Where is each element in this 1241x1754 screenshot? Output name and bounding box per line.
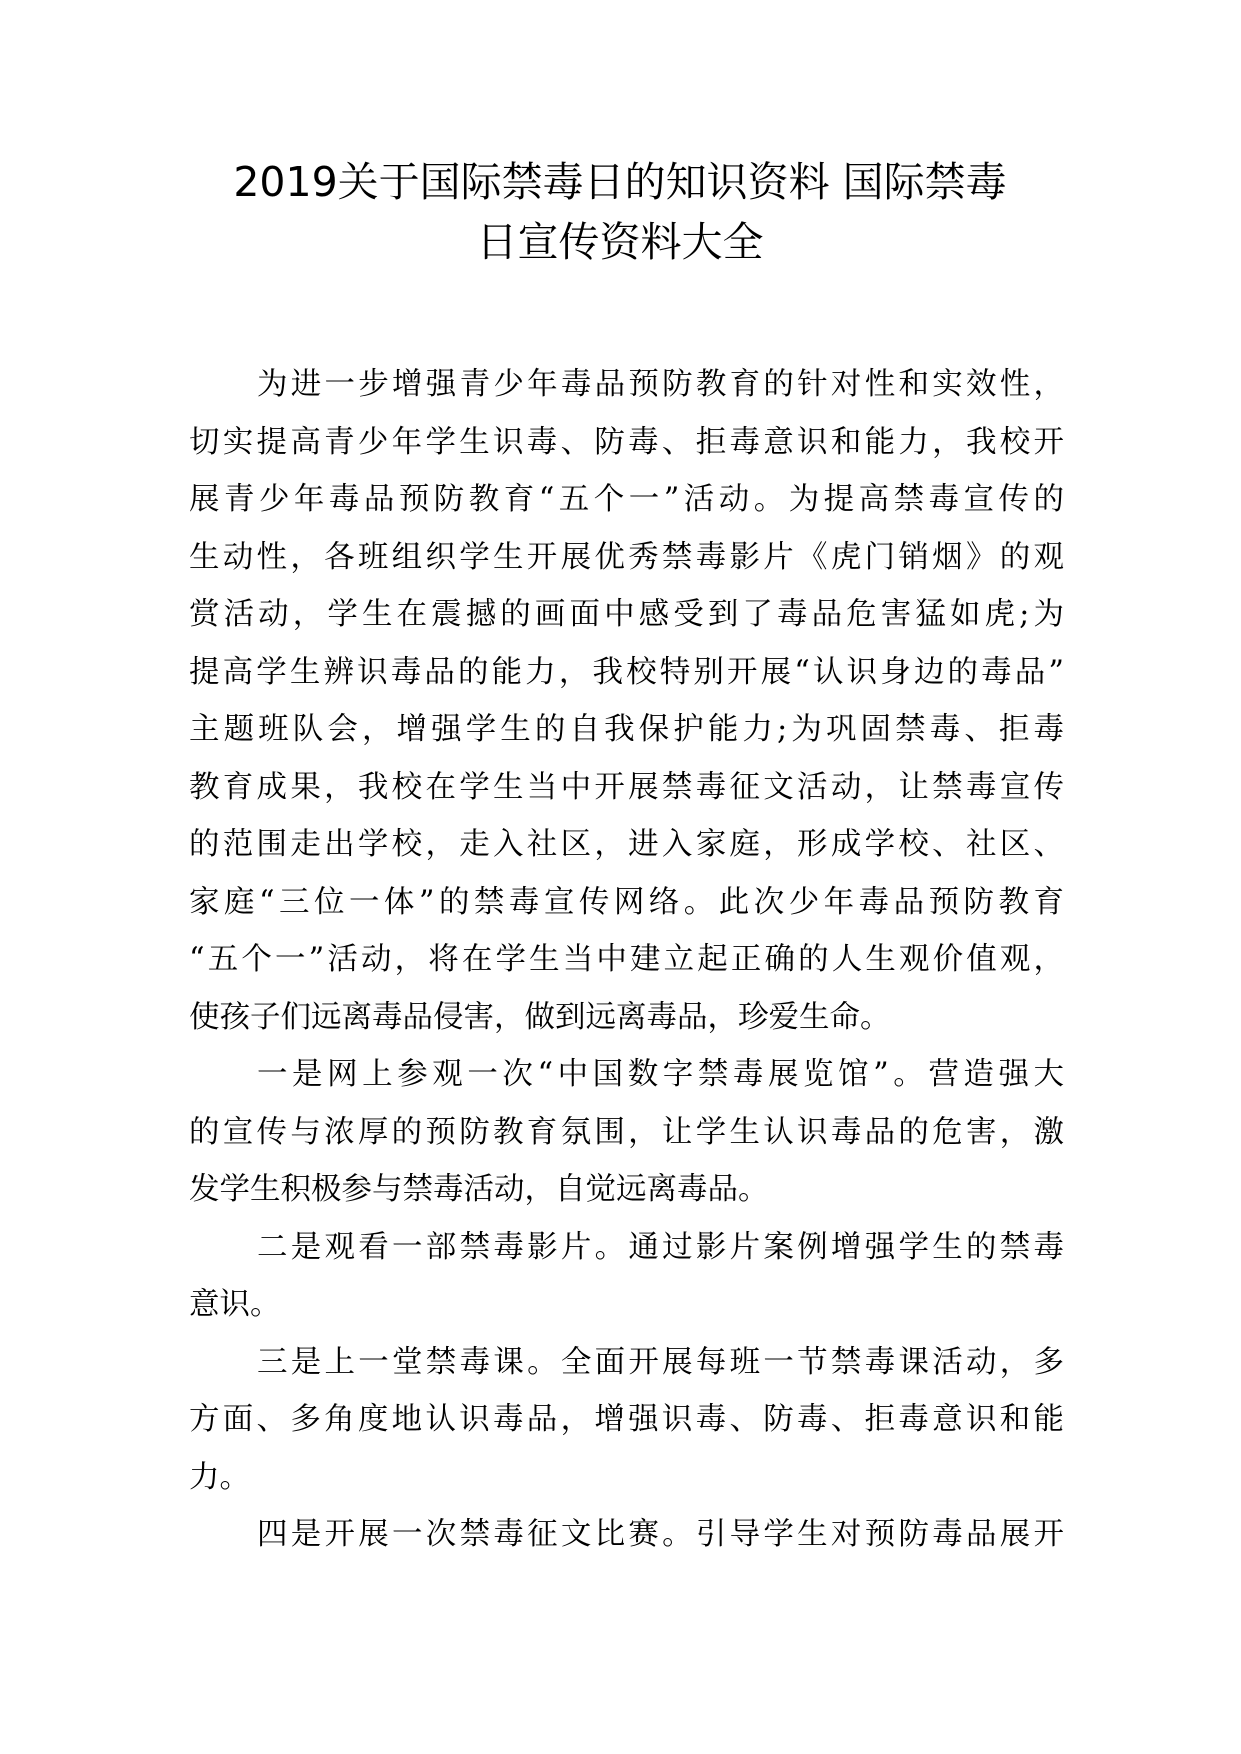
text-line: 使孩子们远离毒品侵害，做到远离毒品，珍爱生命。 bbox=[189, 999, 891, 1035]
text-line: 一是网上参观一次“中国数字禁毒展览馆”。营造强大 bbox=[257, 1057, 1064, 1092]
paragraph-item-4 bbox=[189, 1506, 1064, 1564]
text-line: 提高学生辨识毒品的能力，我校特别开展“认识身边的毒品” bbox=[189, 654, 1064, 690]
text-line: 三是上一堂禁毒课。全面开展每班一节禁毒课活动，多 bbox=[257, 1344, 1064, 1380]
paragraph-item-3 bbox=[189, 1334, 1064, 1507]
text-line: 家庭“三位一体”的禁毒宣传网络。此次少年毒品预防教育 bbox=[189, 884, 1064, 920]
paragraph-item-2 bbox=[189, 1219, 1064, 1334]
document-title bbox=[150, 152, 1090, 272]
title-line: 日宣传资料大全 bbox=[476, 218, 764, 266]
text-line: 力。 bbox=[189, 1459, 250, 1495]
document-body bbox=[189, 356, 1064, 1564]
text-line: 意识。 bbox=[189, 1287, 281, 1322]
text-line: 主题班队会，增强学生的自我保护能力;为巩固禁毒、拒毒 bbox=[189, 712, 1064, 747]
text-line: 四是开展一次禁毒征文比赛。引导学生对预防毒品展开 bbox=[257, 1517, 1064, 1552]
text-line: 发学生积极参与禁毒活动，自觉远离毒品。 bbox=[189, 1172, 769, 1207]
title-line: 2019关于国际禁毒日的知识资料 国际禁毒 bbox=[233, 158, 1007, 206]
text-line: 方面、多角度地认识毒品，增强识毒、防毒、拒毒意识和能 bbox=[189, 1402, 1064, 1437]
paragraph-intro bbox=[189, 356, 1064, 1046]
text-line: 生动性，各班组织学生开展优秀禁毒影片《虎门销烟》的观 bbox=[189, 539, 1064, 575]
text-line: 二是观看一部禁毒影片。通过影片案例增强学生的禁毒 bbox=[257, 1229, 1064, 1265]
text-line: “五个一”活动，将在学生当中建立起正确的人生观价值观， bbox=[189, 942, 1064, 977]
text-line: 教育成果，我校在学生当中开展禁毒征文活动，让禁毒宣传 bbox=[189, 769, 1064, 805]
paragraph-item-1 bbox=[189, 1046, 1064, 1219]
text-line: 赏活动，学生在震撼的画面中感受到了毒品危害猛如虎;为 bbox=[189, 597, 1064, 632]
text-line: 展青少年毒品预防教育“五个一”活动。为提高禁毒宣传的 bbox=[189, 482, 1064, 517]
text-line: 为进一步增强青少年毒品预防教育的针对性和实效性， bbox=[257, 367, 1064, 402]
text-line: 的宣传与浓厚的预防教育氛围，让学生认识毒品的危害，激 bbox=[189, 1114, 1064, 1150]
text-line: 的范围走出学校，走入社区，进入家庭，形成学校、社区、 bbox=[189, 827, 1064, 862]
text-line: 切实提高青少年学生识毒、防毒、拒毒意识和能力，我校开 bbox=[189, 424, 1064, 460]
